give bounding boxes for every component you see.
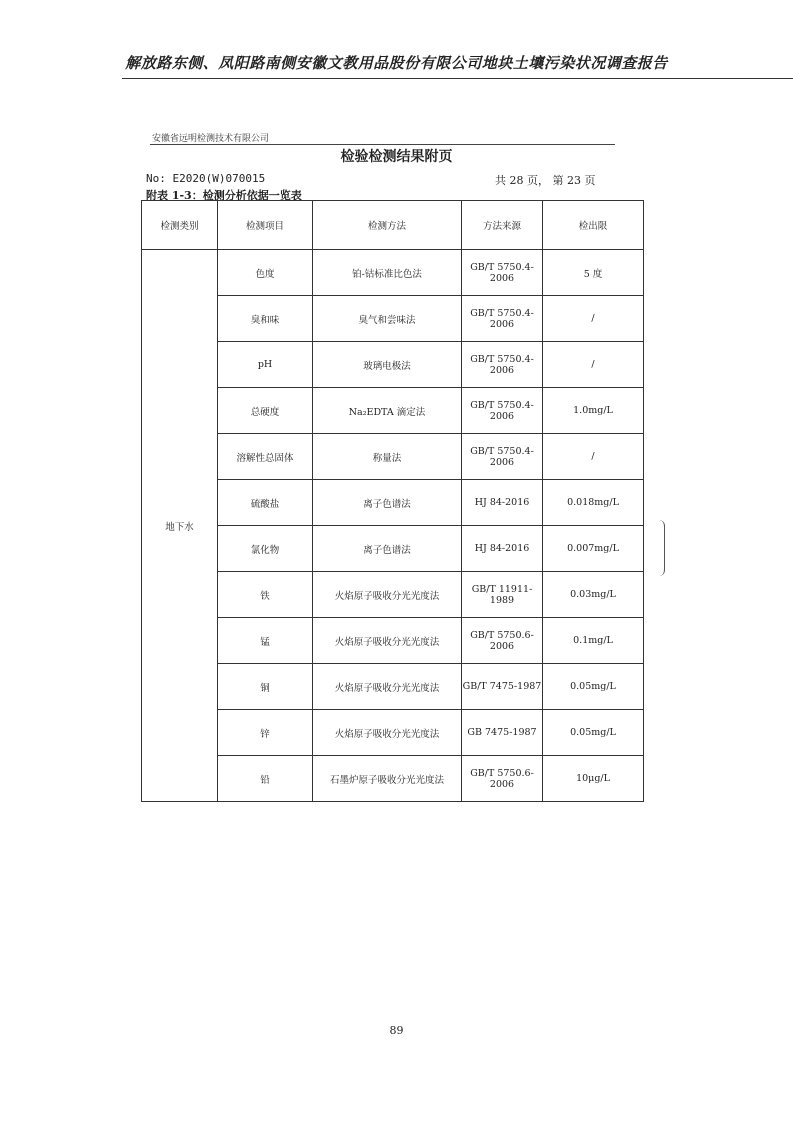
company-name: 安徽省远明检测技术有限公司: [152, 134, 270, 144]
table-row: [142, 526, 644, 572]
item-cell: 臭和味: [218, 296, 313, 342]
method-cell: 臭气和尝味法: [313, 296, 462, 342]
header-source: 方法来源: [462, 201, 543, 250]
item-cell: 总硬度: [218, 388, 313, 434]
limit-cell: 0.1mg/L: [543, 618, 644, 664]
method-cell: 离子色谱法: [313, 480, 462, 526]
header-category: 检测类别: [142, 201, 218, 250]
category-cell: 地下水: [142, 250, 218, 802]
source-cell: GB/T 5750.4-2006: [462, 434, 543, 480]
method-cell: 玻璃电极法: [313, 342, 462, 388]
limit-cell: /: [543, 434, 644, 480]
document-title: 检验检测结果附页: [340, 149, 453, 165]
source-cell: GB/T 5750.4-2006: [462, 296, 543, 342]
method-cell: Na₂EDTA 滴定法: [313, 388, 462, 434]
limit-cell: 5 度: [543, 250, 644, 296]
source-cell: GB/T 11911-1989: [462, 572, 543, 618]
table-header-row: [142, 201, 644, 250]
method-cell: 火焰原子吸收分光光度法: [313, 572, 462, 618]
source-cell: GB 7475-1987: [462, 710, 543, 756]
table-row: [142, 664, 644, 710]
method-cell: 火焰原子吸收分光光度法: [313, 710, 462, 756]
table-row: [142, 572, 644, 618]
table-row: [142, 434, 644, 480]
source-cell: GB/T 5750.4-2006: [462, 250, 543, 296]
table-row: [142, 618, 644, 664]
item-cell: 铜: [218, 664, 313, 710]
table-row: [142, 388, 644, 434]
method-cell: 火焰原子吸收分光光度法: [313, 664, 462, 710]
method-cell: 离子色谱法: [313, 526, 462, 572]
source-cell: GB/T 5750.6-2006: [462, 618, 543, 664]
header-method: 检测方法: [313, 201, 462, 250]
table-row: [142, 756, 644, 802]
table-row: [142, 480, 644, 526]
limit-cell: 0.018mg/L: [543, 480, 644, 526]
table-row: [142, 250, 644, 296]
item-cell: 铅: [218, 756, 313, 802]
source-cell: GB/T 5750.4-2006: [462, 342, 543, 388]
source-cell: HJ 84-2016: [462, 480, 543, 526]
company-rule: [150, 144, 615, 145]
method-cell: 称量法: [313, 434, 462, 480]
document-number: No: E2020(W)070015: [146, 172, 266, 185]
page-number: 89: [389, 1024, 404, 1037]
limit-cell: 0.03mg/L: [543, 572, 644, 618]
limit-cell: /: [543, 296, 644, 342]
report-header-title: 解放路东侧、凤阳路南侧安徽文教用品股份有限公司地块土壤污染状况调查报告: [125, 54, 668, 72]
method-cell: 铂-钴标准比色法: [313, 250, 462, 296]
item-cell: 溶解性总固体: [218, 434, 313, 480]
method-cell: 火焰原子吸收分光光度法: [313, 618, 462, 664]
table-row: [142, 296, 644, 342]
method-cell: 石墨炉原子吸收分光光度法: [313, 756, 462, 802]
source-cell: GB/T 5750.6-2006: [462, 756, 543, 802]
header-rule: [122, 78, 793, 79]
table-row: [142, 710, 644, 756]
item-cell: 硫酸盐: [218, 480, 313, 526]
item-cell: 锰: [218, 618, 313, 664]
table-row: [142, 342, 644, 388]
limit-cell: 0.007mg/L: [543, 526, 644, 572]
item-cell: 色度: [218, 250, 313, 296]
item-cell: 锌: [218, 710, 313, 756]
limit-cell: 0.05mg/L: [543, 710, 644, 756]
limit-cell: 0.05mg/L: [543, 664, 644, 710]
item-cell: 氯化物: [218, 526, 313, 572]
item-cell: pH: [218, 342, 313, 388]
limit-cell: /: [543, 342, 644, 388]
limit-cell: 10μg/L: [543, 756, 644, 802]
header-item: 检测项目: [218, 201, 313, 250]
results-table: [141, 200, 644, 802]
page-count: 共 28 页， 第 23 页: [495, 174, 596, 187]
source-cell: HJ 84-2016: [462, 526, 543, 572]
source-cell: GB/T 7475-1987: [462, 664, 543, 710]
scan-mark: [658, 520, 665, 576]
item-cell: 铁: [218, 572, 313, 618]
header-limit: 检出限: [543, 201, 644, 250]
table-body: [142, 250, 644, 802]
source-cell: GB/T 5750.4-2006: [462, 388, 543, 434]
table-caption: 附表 1-3：检测分析依据一览表: [146, 189, 302, 202]
limit-cell: 1.0mg/L: [543, 388, 644, 434]
